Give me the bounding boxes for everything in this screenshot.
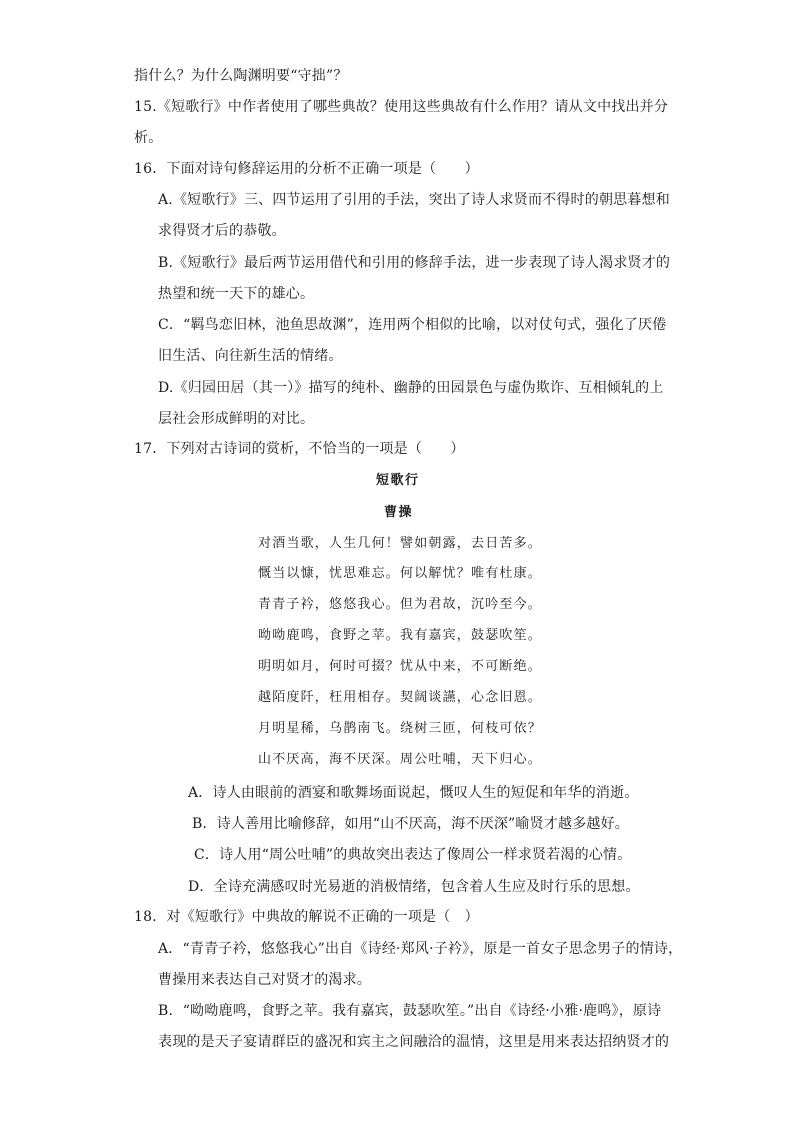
q16-option-d-line1: D.《归园田居（其一）》描写的纯朴、幽静的田园景色与虚伪欺诈、互相倾轧的上 [158, 380, 664, 396]
q18-option-a-line1: A．“青青子衿，悠悠我心”出自《诗经·郑风·子衿》，原是一首女子思念男子的情诗， [158, 941, 683, 957]
poem-line: 慨当以慷，忧思难忘。何以解忧？唯有杜康。 [258, 566, 543, 581]
q14-tail-text: 指什么？为什么陶渊明要“守拙”？ [134, 68, 348, 84]
q18-option-b-line1: B．“呦呦鹿鸣，食野之苹。我有嘉宾，鼓瑟吹笙。”出自《诗经·小雅·鹿鸣》，原诗 [158, 1003, 662, 1019]
q18-option-b-line2: 表现的是天子宴请群臣的盛况和宾主之间融洽的温情，这里是用来表达招纳贤才的 [158, 1034, 670, 1050]
q16-option-b-line2: 热望和统一天下的雄心。 [158, 286, 315, 302]
poem-line: 呦呦鹿鸣，食野之苹。我有嘉宾，鼓瑟吹笙。 [258, 628, 543, 643]
q16-option-c-line2: 旧生活、向往新生活的情绪。 [158, 348, 343, 364]
q15-stem-line2: 析。 [134, 130, 163, 146]
q17-stem: 17．下列对古诗词的赏析，不恰当的一项是（ ） [134, 441, 465, 457]
q15-stem-line1: 15.《短歌行》中作者使用了哪些典故？使用这些典故有什么作用？请从文中找出并分 [134, 99, 669, 115]
q18-option-a-line2: 曹操用来表达自己对贤才的渴求。 [158, 972, 371, 988]
poem-line: 明明如月，何时可掇？忧从中来，不可断绝。 [258, 659, 543, 674]
q16-stem: 16．下面对诗句修辞运用的分析不正确一项是（ ） [134, 161, 479, 177]
q17-option-d: D．全诗充满感叹时光易逝的消极情绪，包含着人生应及时行乐的思想。 [188, 879, 640, 895]
q16-option-b-line1: B.《短歌行》最后两节运用借代和引用的修辞手法，进一步表现了诗人渴求贤才的 [158, 255, 671, 271]
q17-option-c: C．诗人用“周公吐哺”的典故突出表达了像周公一样求贤若渴的心情。 [194, 847, 632, 863]
q17-option-a: A．诗人由眼前的酒宴和歌舞场面说起，慨叹人生的短促和年华的消逝。 [188, 785, 639, 801]
poem-title: 短歌行 [376, 473, 420, 488]
poem-line: 对酒当歌，人生几何！譬如朝露，去日苦多。 [258, 536, 543, 551]
q16-option-d-line2: 层社会形成鲜明的对比。 [158, 411, 315, 427]
q17-option-b: B．诗人善用比喻修辞，如用“山不厌高，海不厌深”喻贤才越多越好。 [192, 816, 630, 832]
q18-stem: 18．对《短歌行》中典故的解说不正确的一项是（ ） [134, 909, 479, 925]
q16-option-c-line1: C．“羁鸟恋旧林，池鱼思故渊”，连用两个相似的比喻，以对仗句式，强化了厌倦 [158, 317, 667, 333]
poem-author: 曹操 [384, 505, 414, 520]
poem-line: 月明星稀，乌鹊南飞。绕树三匝，何枝可依？ [258, 721, 543, 736]
poem-line: 越陌度阡，枉用相存。契阔谈讌，心念旧恩。 [258, 690, 543, 705]
poem-line: 山不厌高，海不厌深。周公吐哺，天下归心。 [258, 752, 543, 767]
poem-line: 青青子衿，悠悠我心。但为君故，沉吟至今。 [258, 597, 543, 612]
q16-option-a-line1: A.《短歌行》三、四节运用了引用的手法，突出了诗人求贤而不得时的朝思暮想和 [158, 192, 670, 208]
q16-option-a-line2: 求得贤才后的恭敬。 [158, 223, 286, 239]
